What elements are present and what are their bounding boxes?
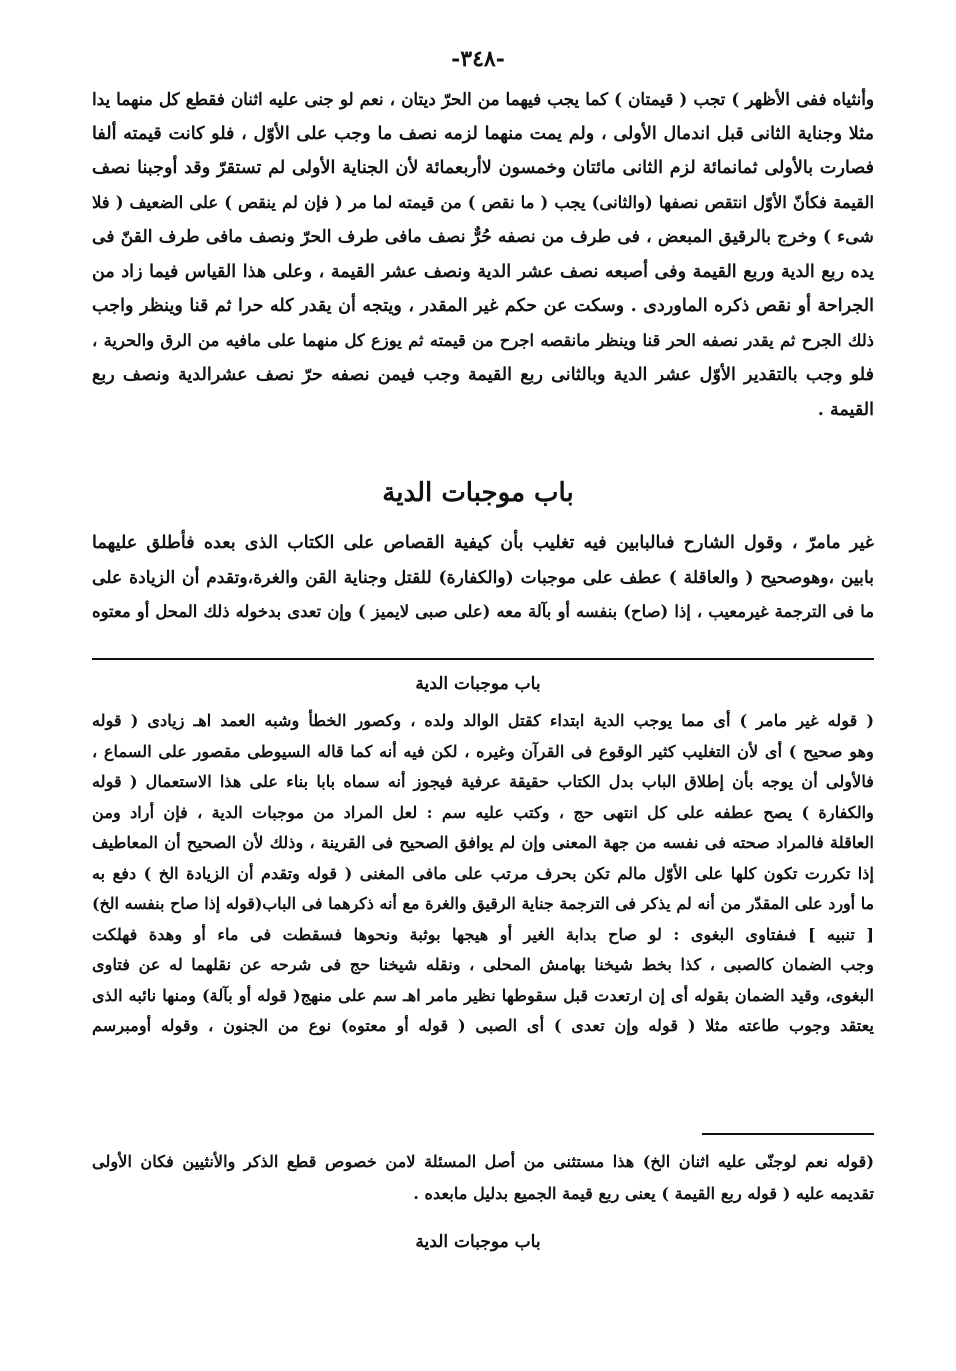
commentary-line: ما أورد على المقدّر من أنه لم يذكر فى الترجمة جناية الرقيق والغرة مع أنه ذكرهما فى الباب(قوله إذا صاح بنفسه الخ) bbox=[92, 894, 874, 913]
main-line: يده ربع الدية وربع القيمة وفى أصبعه نصف عشر الدية ونصف عشر القيمة ، وعلى هذا القياس فيما زاد من bbox=[92, 260, 874, 282]
page-number: -٣٤٨- bbox=[451, 46, 505, 72]
chapter-line: ما فى الترجمة غيرمعيب ، إذا (صاح) بنفسه أو بآلة معه (على صبى لايميز ) وإن تعدى بدخوله ذلك المحل أو معتوه bbox=[92, 602, 874, 621]
main-line: الجراحة أو نقص ذكره الماوردى . وسكت عن حكم غير المقدر ، ويتجه أن يقدر كله حرا ثم قنا وينظر واجب bbox=[92, 295, 874, 316]
chapter-text bbox=[92, 526, 874, 630]
footnote-rule bbox=[702, 1133, 874, 1135]
chapter-line: غير مامرّ ، وقول الشارح فىالبابين فيه تغليب بأن كيفية القصاص على الكتاب الذى بعده فأطلق عليهما bbox=[92, 532, 874, 553]
commentary-line: والكفارة ) يصح عطفه على كل انتهى حج ، وكتب عليه سم : لعل المراد من موجبات الدية ، فإن أراد ومن bbox=[92, 802, 874, 822]
chapter-line: بابين ،وهوصحيح ( والعاقلة ) عطف على موجبات (والكفارة) للقتل وجناية القن والغرة،وتقدم أن الزيادة على bbox=[92, 567, 874, 588]
footnote-line: (قوله نعم لوجنّى عليه اثنان الخ) هذا مستثنى من أصل المسئلة لامن خصوص قطع الذكر والأنثيين فكان الأولى bbox=[92, 1152, 874, 1171]
main-line: فصارت بالأولى ثمانمائة لزم الثانى مائتان وخمسون لاأربعمائة لأن الجناية الأولى لم تستقرّ وقد أوجبنا نصف bbox=[92, 157, 874, 178]
footnote-title: باب موجبات الدية bbox=[415, 1232, 541, 1252]
main-line: شىء ) وخرج بالرقيق المبعض ، فى طرف من نصفه حُرٌّ نصف مافى طرف الحرّ ونصف مافى طرف القنّ فى bbox=[92, 227, 874, 247]
main-line: وأنثياه ففى الأظهر ) تجب ( قيمتان ) كما يجب فيهما من الحرّ ديتان ، نعم لو جنى عليه اثنان فقطع كل منهما يدا bbox=[92, 89, 874, 109]
commentary-line: وجب الضمان كالصبى ، كذا بخط شيخنا بهامش المحلى ، ونقله شيخنا حج فى شرحه عن نقلهما له عن فتاوى bbox=[92, 955, 874, 974]
commentary-line: إذا تكررت تكون كلها على الأوّل مالم تكن بحرف مرتب على مافى المغنى ( قوله وتقدم أن الزيادة الخ ) دفع به bbox=[92, 863, 874, 883]
commentary-line: فالأولى أن يوجه بأن إطلاق الباب بدل الكتاب حقيقة عرفية فيجوز أنه سماه بابا بناء على هذا الاستعمال ( قوله bbox=[92, 772, 874, 791]
commentary-line: البغوى، وقيد الضمان بقوله أى إن ارتعدت قبل سقوطها نظير مامر اهـ سم على منهج( قوله أو بآلة) ومنها نائبه الذى bbox=[92, 985, 874, 1005]
main-line: فلو وجب بالتقدير الأوّل عشر الدية وبالثانى ربع القيمة وجب فيمن نصفه حرّ نصف عشرالدية ونصف ربع bbox=[92, 364, 874, 385]
main-line: القيمة . bbox=[817, 398, 874, 420]
footnote-text bbox=[92, 1146, 874, 1210]
commentary-line: [ تنبيه ] فىفتاوى البغوى : لو صاح بدابة الغير أو هيجها بوثبة ونحوها فسقطت فى ماء أو وهدة فهلكت bbox=[92, 924, 874, 944]
main-text bbox=[92, 82, 874, 427]
divider-rule bbox=[92, 658, 874, 660]
chapter-title: باب موجبات الدية bbox=[382, 478, 574, 508]
commentary-line: ( قوله غير مامر ) أى مما يوجب الدية ابتداء كقتل الوالد ولده ، وكصور الخطأ وشبه العمد اهـ زيادى ( قوله bbox=[92, 711, 874, 730]
main-line: القيمة فكأنّ الأوّل انتقص نصفها (والثانى) يجب ( ما نقص ) من قيمته لما مر ( فإن لم ينقص ) على الضعيف ( فلا bbox=[92, 192, 874, 212]
commentary-text bbox=[92, 706, 874, 1042]
commentary-line: يعتقد وجوب طاعته مثلا ( قوله وإن تعدى ) أى الصبى ( قوله أو معتوه) نوع من الجنون ، وقوله أومبرسم bbox=[92, 1016, 874, 1035]
commentary-line: العاقلة فالمراد صحته فى نفسه من جهة المعنى وإن لم يوافق الصحيح فى القرينة ، وذلك لأن الصحيح أن المعاطيف bbox=[92, 833, 874, 852]
commentary-line: وهو صحيح ) أى لأن التغليب كثير الوقوع فى القرآن وغيره ، لكن فيه أنه كما قاله السيوطى مقصور على السماع ، bbox=[92, 741, 874, 761]
footnote-line: تقديمه عليه ( قوله ربع القيمة ) يعنى ربع قيمة الجميع بدليل مابعده . bbox=[413, 1184, 874, 1203]
main-line: ذلك الجرح ثم يقدر نصفه الحر قنا وينظر مانقصه اجرح من قيمته ثم يوزع كل منهما على مافيه من الرق والحرية ، bbox=[92, 330, 874, 350]
commentary-title: باب موجبات الدية bbox=[415, 674, 541, 694]
main-line: مثلا وجناية الثانى قبل اندمال الأولى ، ولم يمت منهما لزمه نصف ما وجب على الأوّل ، فلو كانت قيمته ألفا bbox=[92, 122, 874, 144]
